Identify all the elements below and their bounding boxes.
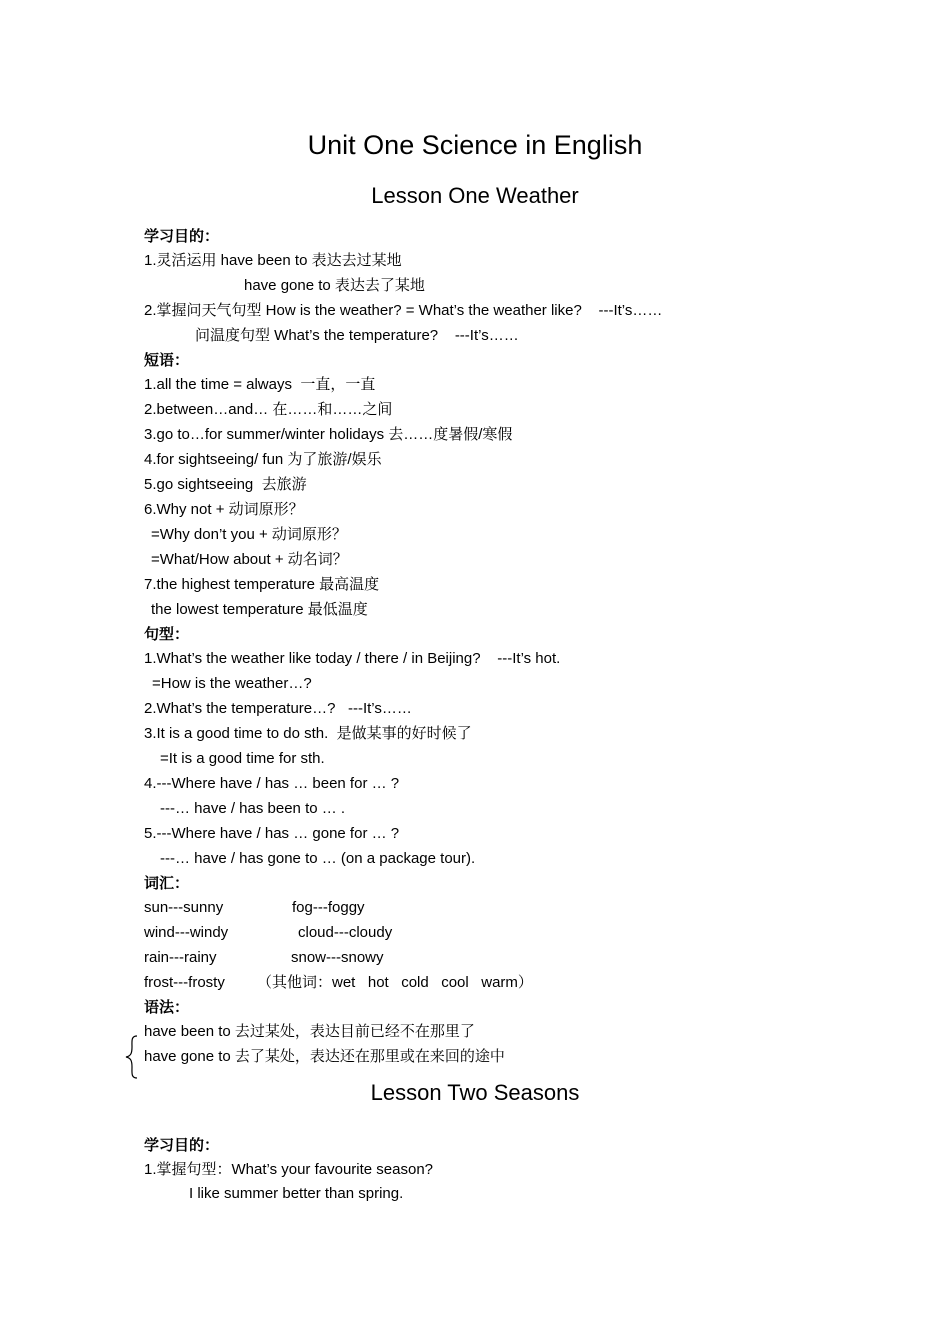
phrase-line: 4.for sightseeing/ fun 为了旅游/娱乐 (144, 451, 382, 468)
aim-line: 问温度句型 What’s the temperature? ---It’s…… (195, 327, 519, 344)
vocab-word: sun---sunny (144, 899, 224, 916)
pattern-line: =How is the weather…? (152, 675, 312, 692)
aim-line: 2.掌握问天气句型 How is the weather? = What’s the weather like? ---It’s…… (144, 302, 663, 319)
phrase-line: 2.between…and… 在……和……之间 (144, 401, 393, 418)
phrase-line: the lowest temperature 最低温度 (151, 601, 368, 618)
aim-line: I like summer better than spring. (189, 1185, 404, 1202)
phrase-line: =What/How about + 动名词？ (151, 551, 348, 568)
vocab-word: （其他词：wet hot cold cool warm） (257, 974, 533, 991)
aims-heading: 学习目的： (144, 1137, 220, 1154)
aims-heading: 学习目的： (144, 228, 220, 245)
patterns-heading: 句型： (144, 626, 190, 643)
vocab-word: snow---snowy (291, 949, 384, 966)
aim-line: 1.灵活运用 have been to 表达去过某地 (144, 252, 402, 269)
phrase-line: 7.the highest temperature 最高温度 (144, 576, 380, 593)
pattern-line: =It is a good time for sth. (160, 750, 325, 767)
vocab-word: cloud---cloudy (298, 924, 393, 941)
phrase-line: =Why don’t you + 动词原形？ (151, 526, 347, 543)
pattern-line: 5.---Where have / has … gone for … ? (144, 825, 400, 842)
pattern-line: 3.It is a good time to do sth. 是做某事的好时候了 (144, 725, 472, 742)
phrase-line: 3.go to…for summer/winter holidays 去……度暑假/寒假 (144, 426, 513, 443)
pattern-line: 1.What’s the weather like today / there / in Beijing? ---It’s hot. (144, 650, 561, 667)
pattern-line: ---… have / has gone to … (on a package tour). (160, 850, 476, 867)
grammar-heading: 语法： (144, 999, 190, 1016)
unit-title: Unit One Science in English (307, 130, 643, 160)
vocab-word: frost---frosty (144, 974, 225, 991)
phrases-heading: 短语： (144, 352, 190, 369)
pattern-line: 4.---Where have / has … been for … ? (144, 775, 400, 792)
vocab-word: rain---rainy (144, 949, 217, 966)
phrase-line: 1.all the time = always 一直，一直 (144, 376, 376, 393)
phrase-line: 5.go sightseeing 去旅游 (144, 476, 307, 493)
lesson-two-title: Lesson Two Seasons (370, 1080, 580, 1105)
vocab-heading: 词汇： (144, 875, 190, 892)
pattern-line: ---… have / has been to … . (160, 800, 346, 817)
vocab-word: wind---windy (144, 924, 229, 941)
grammar-line: have been to 去过某处，表达目前已经不在那里了 (144, 1023, 475, 1040)
phrase-line: 6.Why not + 动词原形？ (144, 501, 304, 518)
grammar-line: have gone to 去了某处，表达还在那里或在来回的途中 (144, 1048, 505, 1065)
aim-line: 1.掌握句型：What’s your favourite season? (144, 1161, 434, 1178)
brace-icon (125, 1035, 139, 1079)
lesson-one-title: Lesson One Weather (371, 183, 579, 208)
pattern-line: 2.What’s the temperature…? ---It’s…… (144, 700, 412, 717)
vocab-word: fog---foggy (292, 899, 365, 916)
aim-line: have gone to 表达去了某地 (244, 277, 425, 294)
